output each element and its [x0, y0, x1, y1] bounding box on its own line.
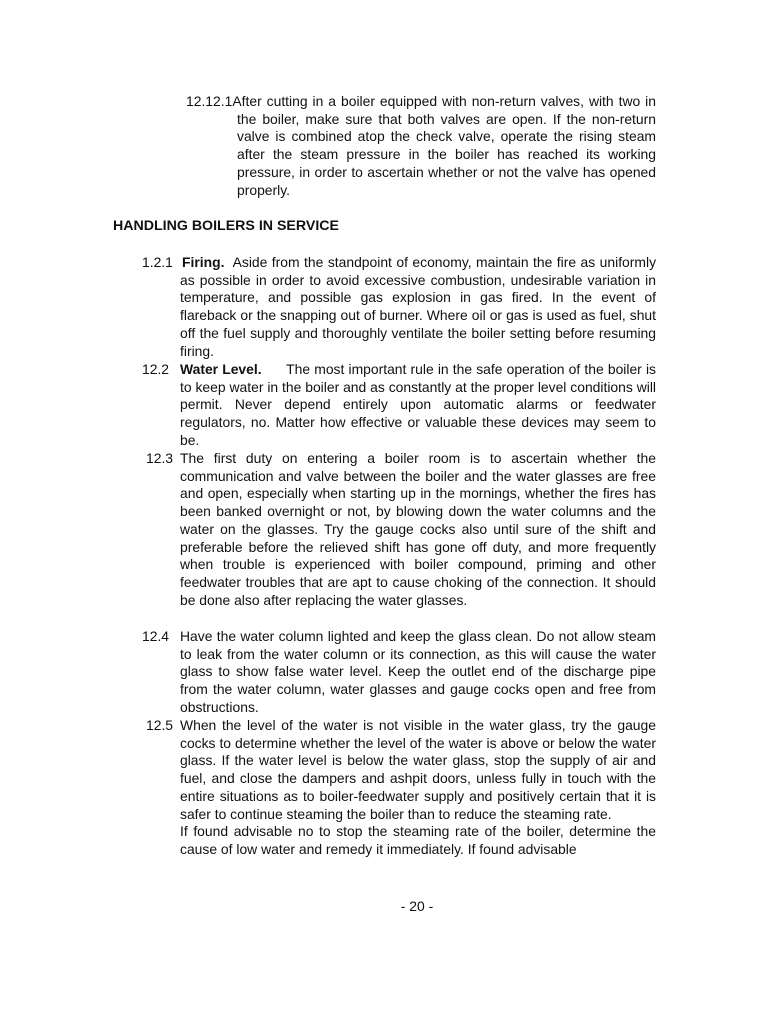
subsection-label-firing: Firing.: [182, 254, 225, 270]
section-text: After cutting in a boiler equipped with non-return valves, with two in the boiler, make sure that both valves are open. If the non-return valve is combined atop the check valve, operate the rising steam after the steam pressure in the boiler has reached its working pressure, in order to ascertain whether or not the valve has opened properly.: [232, 93, 656, 198]
section-paragraph: [142, 450, 656, 609]
section-paragraph: [142, 254, 656, 360]
section-12-12-1: [186, 93, 656, 199]
section-text: Have the water column lighted and keep the glass clean. Do not allow steam to leak from the water column or its connection, as this will cause the water glass to show false water level. Keep the outlet end of the discharge pipe from the water column, water glasses and gauge cocks open and free from obstructions.: [180, 628, 656, 715]
section-12-3: [142, 450, 656, 609]
section-continuation-paragraph: If found advisable no to stop the steaming rate of the boiler, determine the cause of low water and remedy it immediately. If found advisable: [180, 823, 656, 857]
page-number: - 20 -: [400, 898, 434, 914]
section-12-5: [142, 717, 656, 859]
section-number: 12.12.1: [186, 93, 233, 109]
section-1-2-1: [142, 254, 656, 360]
section-12-12-1-paragraph: [186, 93, 656, 199]
section-text: Aside from the standpoint of economy, maintain the fire as uniformly as possible in order to avoid excessive combustion, undesirable variation in temperature, and possible gas explosion in gas fired. In the event of flareback or the snapping out of burner. Where oil or gas is used as fuel, shut off the fuel supply and thoroughly ventilate the boiler setting before resuming firing.: [180, 254, 657, 359]
section-12-2: [142, 361, 656, 450]
section-number: 12.4: [142, 628, 170, 644]
section-text: When the level of the water is not visible in the water glass, try the gauge cocks to determine whether the level of the water is above or below the water glass. If the water level is below the water glass, stop the supply of air and fuel, and close the dampers and ashpit doors, unless fully in touch with the entire situations as to boiler-feedwater supply and positively certain that it is safer to continue steaming the boiler than to reduce the steaming rate.: [180, 717, 656, 822]
section-paragraph: [142, 361, 656, 450]
section-number: 1.2.1: [142, 254, 173, 270]
section-heading: HANDLING BOILERS IN SERVICE: [113, 218, 339, 234]
section-text: The first duty on entering a boiler room is to ascertain whether the communication and valve between the boiler and the water glasses are free and open, especially when starting up in the mornings, whether the fires has been banked overnight or not, by blowing down the water columns and the water on the glasses. Try the gauge cocks also until sure of the shift and preferable before the relieved shift has gone off duty, and more frequently when trouble is experienced with boiler compound, priming and other feedwater troubles that are apt to cause choking of the connection. It should be done also after replacing the water glasses.: [180, 450, 656, 608]
section-12-4: [142, 628, 656, 717]
section-number: 12.2: [142, 361, 170, 377]
section-number: 12.3: [146, 450, 174, 466]
section-number: 12.5: [146, 717, 174, 733]
section-text: The most important rule in the safe operation of the boiler is to keep water in the boiler and as constantly at the proper level conditions will permit. Never depend entirely upon automatic alarms or feedwater regulators, no. Matter how effective or valuable these devices may seem to be.: [180, 361, 656, 448]
section-paragraph: [142, 628, 656, 717]
section-paragraph: [142, 717, 656, 823]
subsection-label-water-level: Water Level.: [180, 361, 262, 377]
